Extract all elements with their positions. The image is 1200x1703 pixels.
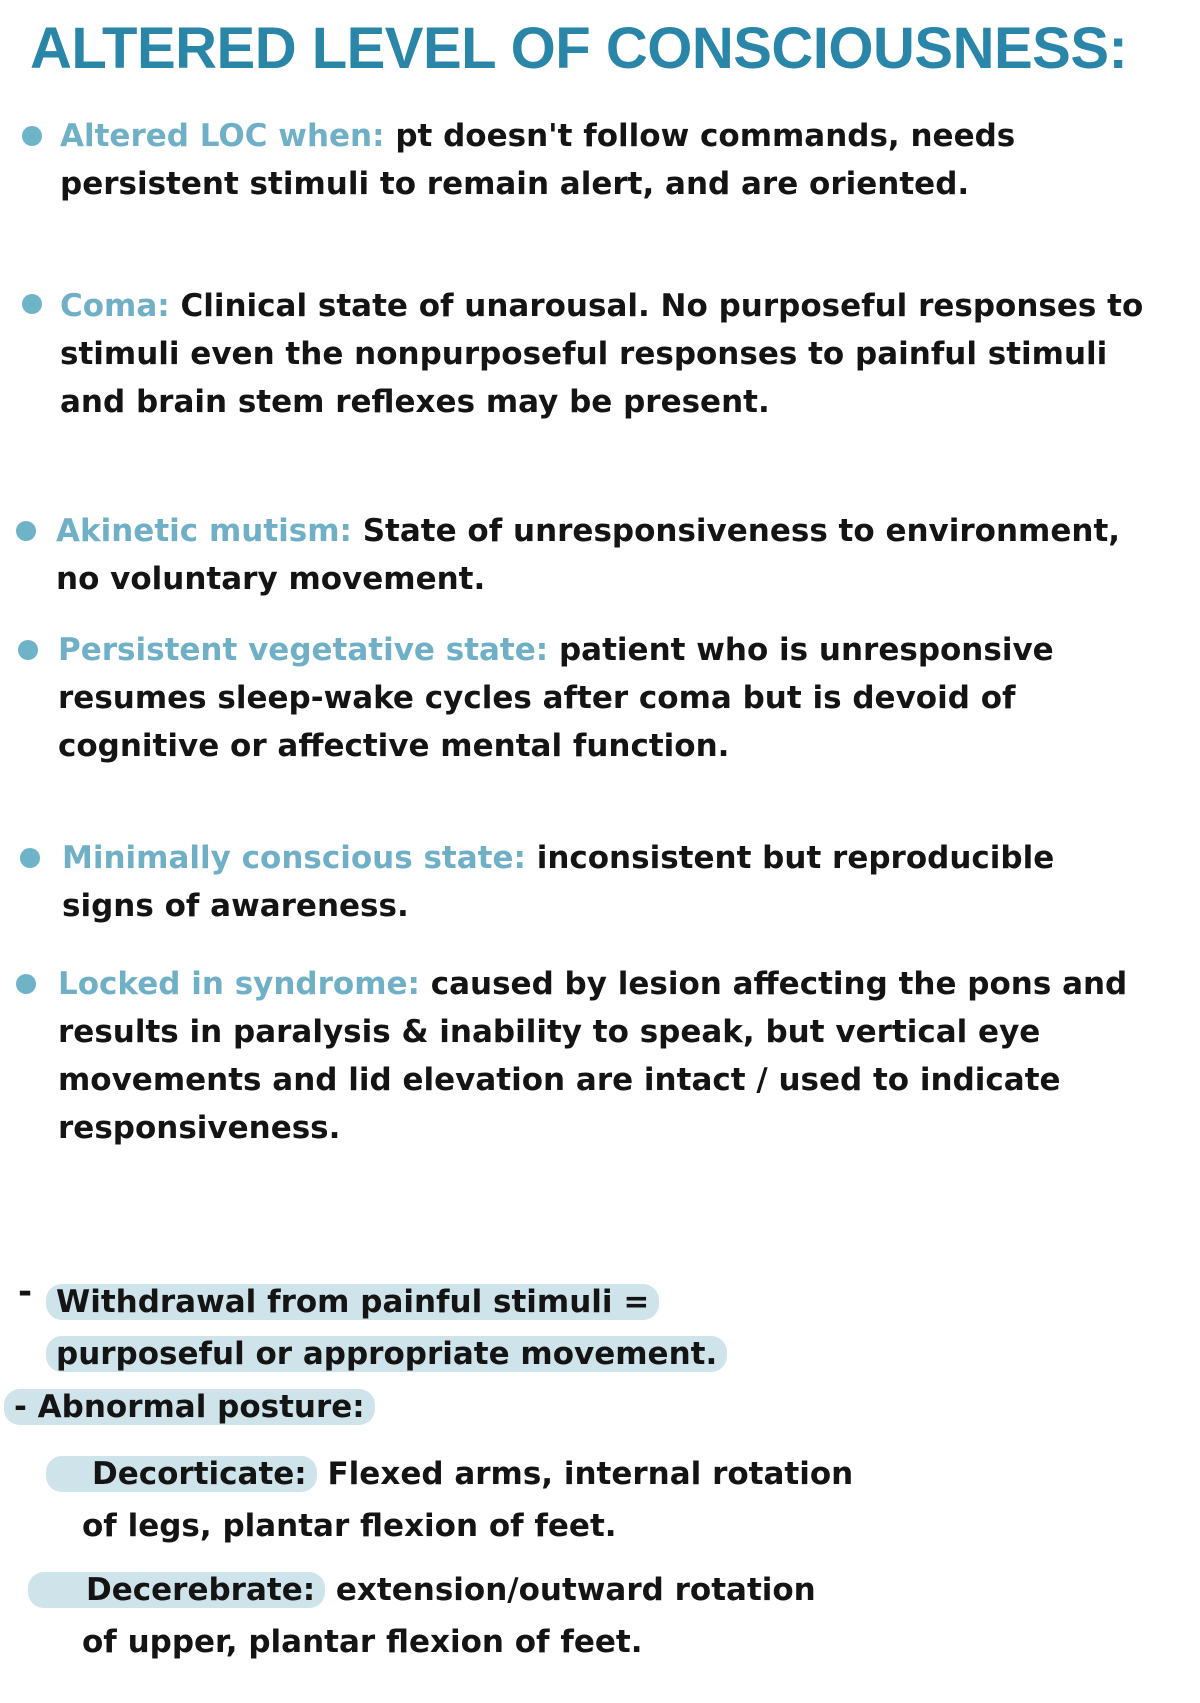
posture-line-2: of legs, plantar flexion of feet. xyxy=(82,1508,617,1544)
entry-text xyxy=(60,282,1150,426)
posture-line-2: of upper, plantar flexion of feet. xyxy=(82,1624,643,1660)
withdrawal-dash: - xyxy=(18,1272,33,1312)
entry-definition: pt doesn't follow commands, needs persistent stimuli to remain alert, and are oriented. xyxy=(60,118,1016,202)
posture-term xyxy=(28,1572,325,1608)
entry-term: Locked in syndrome: xyxy=(58,966,420,1002)
page-title: ALTERED LEVEL OF CONSCIOUSNESS: xyxy=(30,16,1128,81)
posture-term-text: Decorticate: xyxy=(92,1456,307,1492)
withdrawal-line-1: Withdrawal from painful stimuli = xyxy=(46,1284,659,1320)
bullet-icon xyxy=(16,521,36,541)
entry-term: Minimally conscious state: xyxy=(62,840,526,876)
posture-term-text: Decerebrate: xyxy=(86,1572,316,1608)
bullet-icon xyxy=(22,126,42,146)
posture-line-1: extension/outward rotation xyxy=(335,1572,816,1608)
bullet-icon xyxy=(16,974,36,994)
withdrawal-note xyxy=(46,1276,1146,1380)
bullet-icon xyxy=(22,294,42,314)
abnormal-posture-dash: - xyxy=(14,1389,27,1425)
entry-definition: caused by lesion affecting the pons and results in paralysis & inability to speak, but vertical eye movements and lid elevation are intact / used to indicate responsiveness. xyxy=(58,966,1128,1146)
bullet-icon xyxy=(20,848,40,868)
entry-definition: State of unresponsiveness to environment, no voluntary movement. xyxy=(56,513,1121,597)
abnormal-posture-heading xyxy=(4,1382,704,1432)
entry-text xyxy=(58,960,1178,1152)
entry-definition: patient who is unresponsive resumes sleep-wake cycles after coma but is devoid of cognitive or affective mental function. xyxy=(58,632,1054,764)
posture-decerebrate xyxy=(28,1564,1188,1668)
entry-term: Coma: xyxy=(60,288,170,324)
entry-text xyxy=(62,834,1122,930)
bullet-icon xyxy=(18,640,38,660)
entry-term: Persistent vegetative state: xyxy=(58,632,549,668)
entry-text xyxy=(56,507,1156,603)
entry-text xyxy=(58,626,1158,770)
abnormal-posture-highlight xyxy=(4,1389,375,1425)
entry-definition: inconsistent but reproducible signs of awareness. xyxy=(62,840,1055,924)
entry-text xyxy=(60,112,1060,208)
entry-definition: Clinical state of unarousal. No purposeful responses to stimuli even the nonpurposeful responses to painful stimuli and brain stem reflexes may be present. xyxy=(60,288,1144,420)
posture-decorticate xyxy=(46,1448,1176,1552)
posture-line-1: Flexed arms, internal rotation xyxy=(327,1456,854,1492)
withdrawal-line-2: purposeful or appropriate movement. xyxy=(46,1336,727,1372)
entry-term: Akinetic mutism: xyxy=(56,513,352,549)
posture-term xyxy=(46,1456,317,1492)
abnormal-posture-label: Abnormal posture: xyxy=(37,1389,365,1425)
entry-term: Altered LOC when: xyxy=(60,118,385,154)
